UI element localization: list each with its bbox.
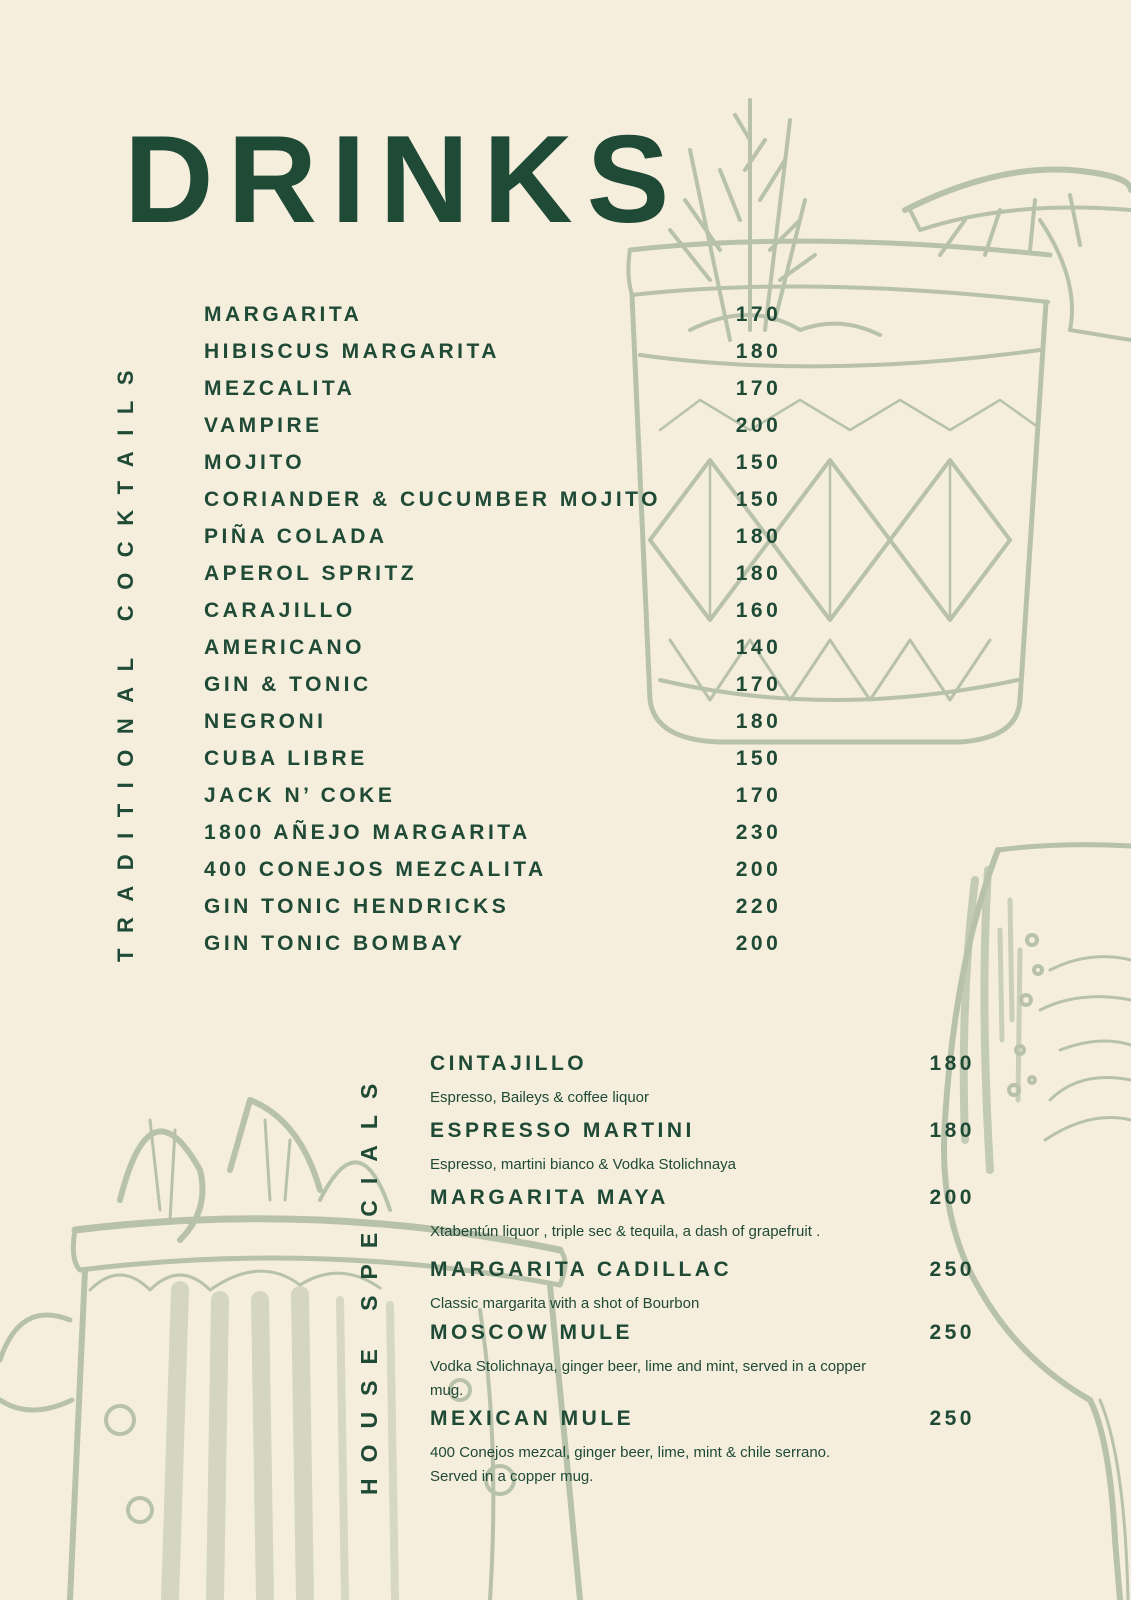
cocktail-name: CUBA LIBRE [204,747,368,770]
special-price: 250 [929,1258,975,1281]
special-price: 250 [929,1321,975,1344]
special-name: MEXICAN MULE [430,1407,635,1430]
cocktail-row [204,374,784,411]
special-description: Xtabentún liquor , triple sec & tequila, a dash of grapefruit . [430,1223,821,1240]
cocktail-name: APEROL SPRITZ [204,562,418,585]
menu-title: DRINKS [124,111,684,249]
cocktail-name: PIÑA COLADA [204,525,388,548]
cocktail-row [204,411,784,448]
traditional-cocktails-list [204,300,784,966]
cocktail-name: NEGRONI [204,710,327,733]
cocktail-price: 220 [735,895,782,918]
cocktail-row [204,448,784,485]
cocktail-name: MOJITO [204,451,306,474]
special-price: 200 [929,1186,975,1209]
cocktail-price: 200 [735,932,782,955]
cocktail-name: 400 CONEJOS MEZCALITA [204,858,547,881]
wine-glass-sketch [940,840,1131,1600]
cocktail-price: 200 [735,858,782,881]
cocktail-row [204,781,784,818]
cocktail-row [204,485,784,522]
special-description: Vodka Stolichnaya, ginger beer, lime and mint, served in a copper mug. [430,1358,867,1399]
cocktail-name: CORIANDER & CUCUMBER MOJITO [204,488,661,511]
special-name: MARGARITA MAYA [430,1186,669,1209]
cocktail-name: GIN TONIC HENDRICKS [204,895,510,918]
cocktail-price: 200 [735,414,782,437]
cocktail-price: 180 [735,525,782,548]
cocktail-price: 180 [735,562,782,585]
special-price: 180 [929,1052,975,1075]
cocktail-name: AMERICANO [204,636,365,659]
cocktail-price: 180 [735,710,782,733]
traditional-cocktails-label: TRADITIONAL COCKTAILS [113,355,138,962]
special-description: Classic margarita with a shot of Bourbon [430,1295,700,1312]
cocktail-name: GIN TONIC BOMBAY [204,932,466,955]
special-name: MOSCOW MULE [430,1321,633,1344]
cocktail-row [204,596,784,633]
special-name: ESPRESSO MARTINI [430,1119,695,1142]
cocktail-row [204,633,784,670]
cocktail-name: CARAJILLO [204,599,356,622]
cocktail-name: HIBISCUS MARGARITA [204,340,500,363]
cocktail-price: 170 [735,673,782,696]
cocktail-row [204,337,784,374]
cocktail-price: 230 [735,821,782,844]
cocktail-price: 150 [735,451,782,474]
cocktail-name: MARGARITA [204,303,363,326]
cocktail-row [204,707,784,744]
cocktail-row [204,929,784,966]
cocktail-row [204,559,784,596]
special-description: 400 Conejos mezcal, ginger beer, lime, mint & chile serrano. Served in a copper mug. [430,1444,831,1485]
cocktail-name: 1800 AÑEJO MARGARITA [204,821,531,844]
cocktail-row [204,300,784,337]
cocktail-name: GIN & TONIC [204,673,372,696]
cocktail-row [204,670,784,707]
cocktail-row [204,892,784,929]
cocktail-row [204,855,784,892]
special-description: Espresso, martini bianco & Vodka Stolichnaya [430,1156,736,1173]
cocktail-row [204,818,784,855]
special-price: 180 [929,1119,975,1142]
cocktail-price: 150 [735,747,782,770]
cocktail-price: 180 [735,340,782,363]
cocktail-price: 170 [735,303,782,326]
cocktail-price: 150 [735,488,782,511]
cocktail-row [204,744,784,781]
special-name: CINTAJILLO [430,1052,588,1075]
cocktail-row [204,522,784,559]
cocktail-price: 170 [735,377,782,400]
special-description: Espresso, Baileys & coffee liquor [430,1089,650,1106]
cocktail-price: 140 [735,636,782,659]
house-specials-label: HOUSE SPECIALS [356,1067,382,1495]
cocktail-price: 160 [735,599,782,622]
cocktail-name: JACK N’ COKE [204,784,396,807]
special-name: MARGARITA CADILLAC [430,1258,733,1281]
cocktail-name: MEZCALITA [204,377,356,400]
cocktail-price: 170 [735,784,782,807]
cocktail-name: VAMPIRE [204,414,323,437]
special-price: 250 [929,1407,975,1430]
